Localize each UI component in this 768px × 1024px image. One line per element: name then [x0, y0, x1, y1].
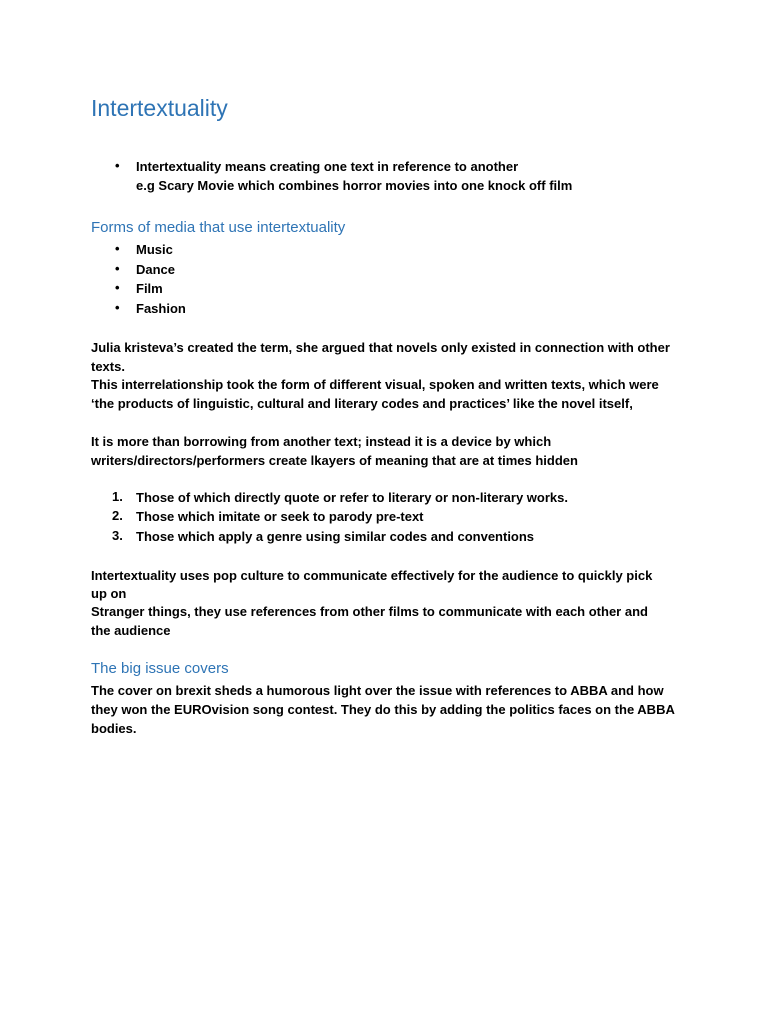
bullet-icon: •	[115, 280, 120, 295]
paragraph-line: they won the EUROvision song contest. They do this by adding the politics faces on the ABBA	[91, 702, 675, 717]
page-title: Intertextuality	[91, 95, 228, 121]
forms-heading: Forms of media that use intertextuality	[91, 219, 346, 236]
big-issue-heading: The big issue covers	[91, 660, 229, 677]
bullet-icon: •	[115, 241, 120, 256]
bullet-icon: •	[115, 158, 120, 173]
list-item: Film	[136, 281, 163, 296]
list-number: 2.	[112, 508, 123, 523]
list-number: 3.	[112, 528, 123, 543]
paragraph-line: ‘the products of linguistic, cultural and literary codes and practices’ like the novel itself,	[91, 396, 633, 411]
paragraph-line: The cover on brexit sheds a humorous light over the issue with references to ABBA and how	[91, 683, 664, 698]
paragraph-line: the audience	[91, 623, 171, 638]
intro-line-1: Intertextuality means creating one text in reference to another	[136, 159, 519, 174]
numbered-list-item: Those which imitate or seek to parody pre-text	[136, 509, 424, 524]
paragraph-line: This interrelationship took the form of different visual, spoken and written texts, which were	[91, 377, 659, 392]
paragraph-line: texts.	[91, 359, 125, 374]
paragraph-line: Stranger things, they use references from other films to communicate with each other and	[91, 604, 648, 619]
list-item: Dance	[136, 262, 176, 277]
numbered-list-item: Those of which directly quote or refer to literary or non-literary works.	[136, 490, 568, 505]
paragraph-line: Intertextuality uses pop culture to communicate effectively for the audience to quickly pick	[91, 568, 653, 583]
list-number: 1.	[112, 489, 123, 504]
bullet-icon: •	[115, 300, 120, 315]
bullet-icon: •	[115, 261, 120, 276]
list-item: Music	[136, 242, 173, 257]
paragraph-line: writers/directors/performers create lkayers of meaning that are at times hidden	[91, 453, 578, 468]
intro-line-2: e.g Scary Movie which combines horror movies into one knock off film	[136, 178, 573, 193]
paragraph-line: It is more than borrowing from another text; instead it is a device by which	[91, 434, 552, 449]
paragraph-line: Julia kristeva’s created the term, she argued that novels only existed in connection with other	[91, 340, 670, 355]
list-item: Fashion	[136, 301, 186, 316]
paragraph-line: bodies.	[91, 721, 137, 736]
numbered-list-item: Those which apply a genre using similar codes and conventions	[136, 529, 535, 544]
paragraph-line: up on	[91, 586, 127, 601]
